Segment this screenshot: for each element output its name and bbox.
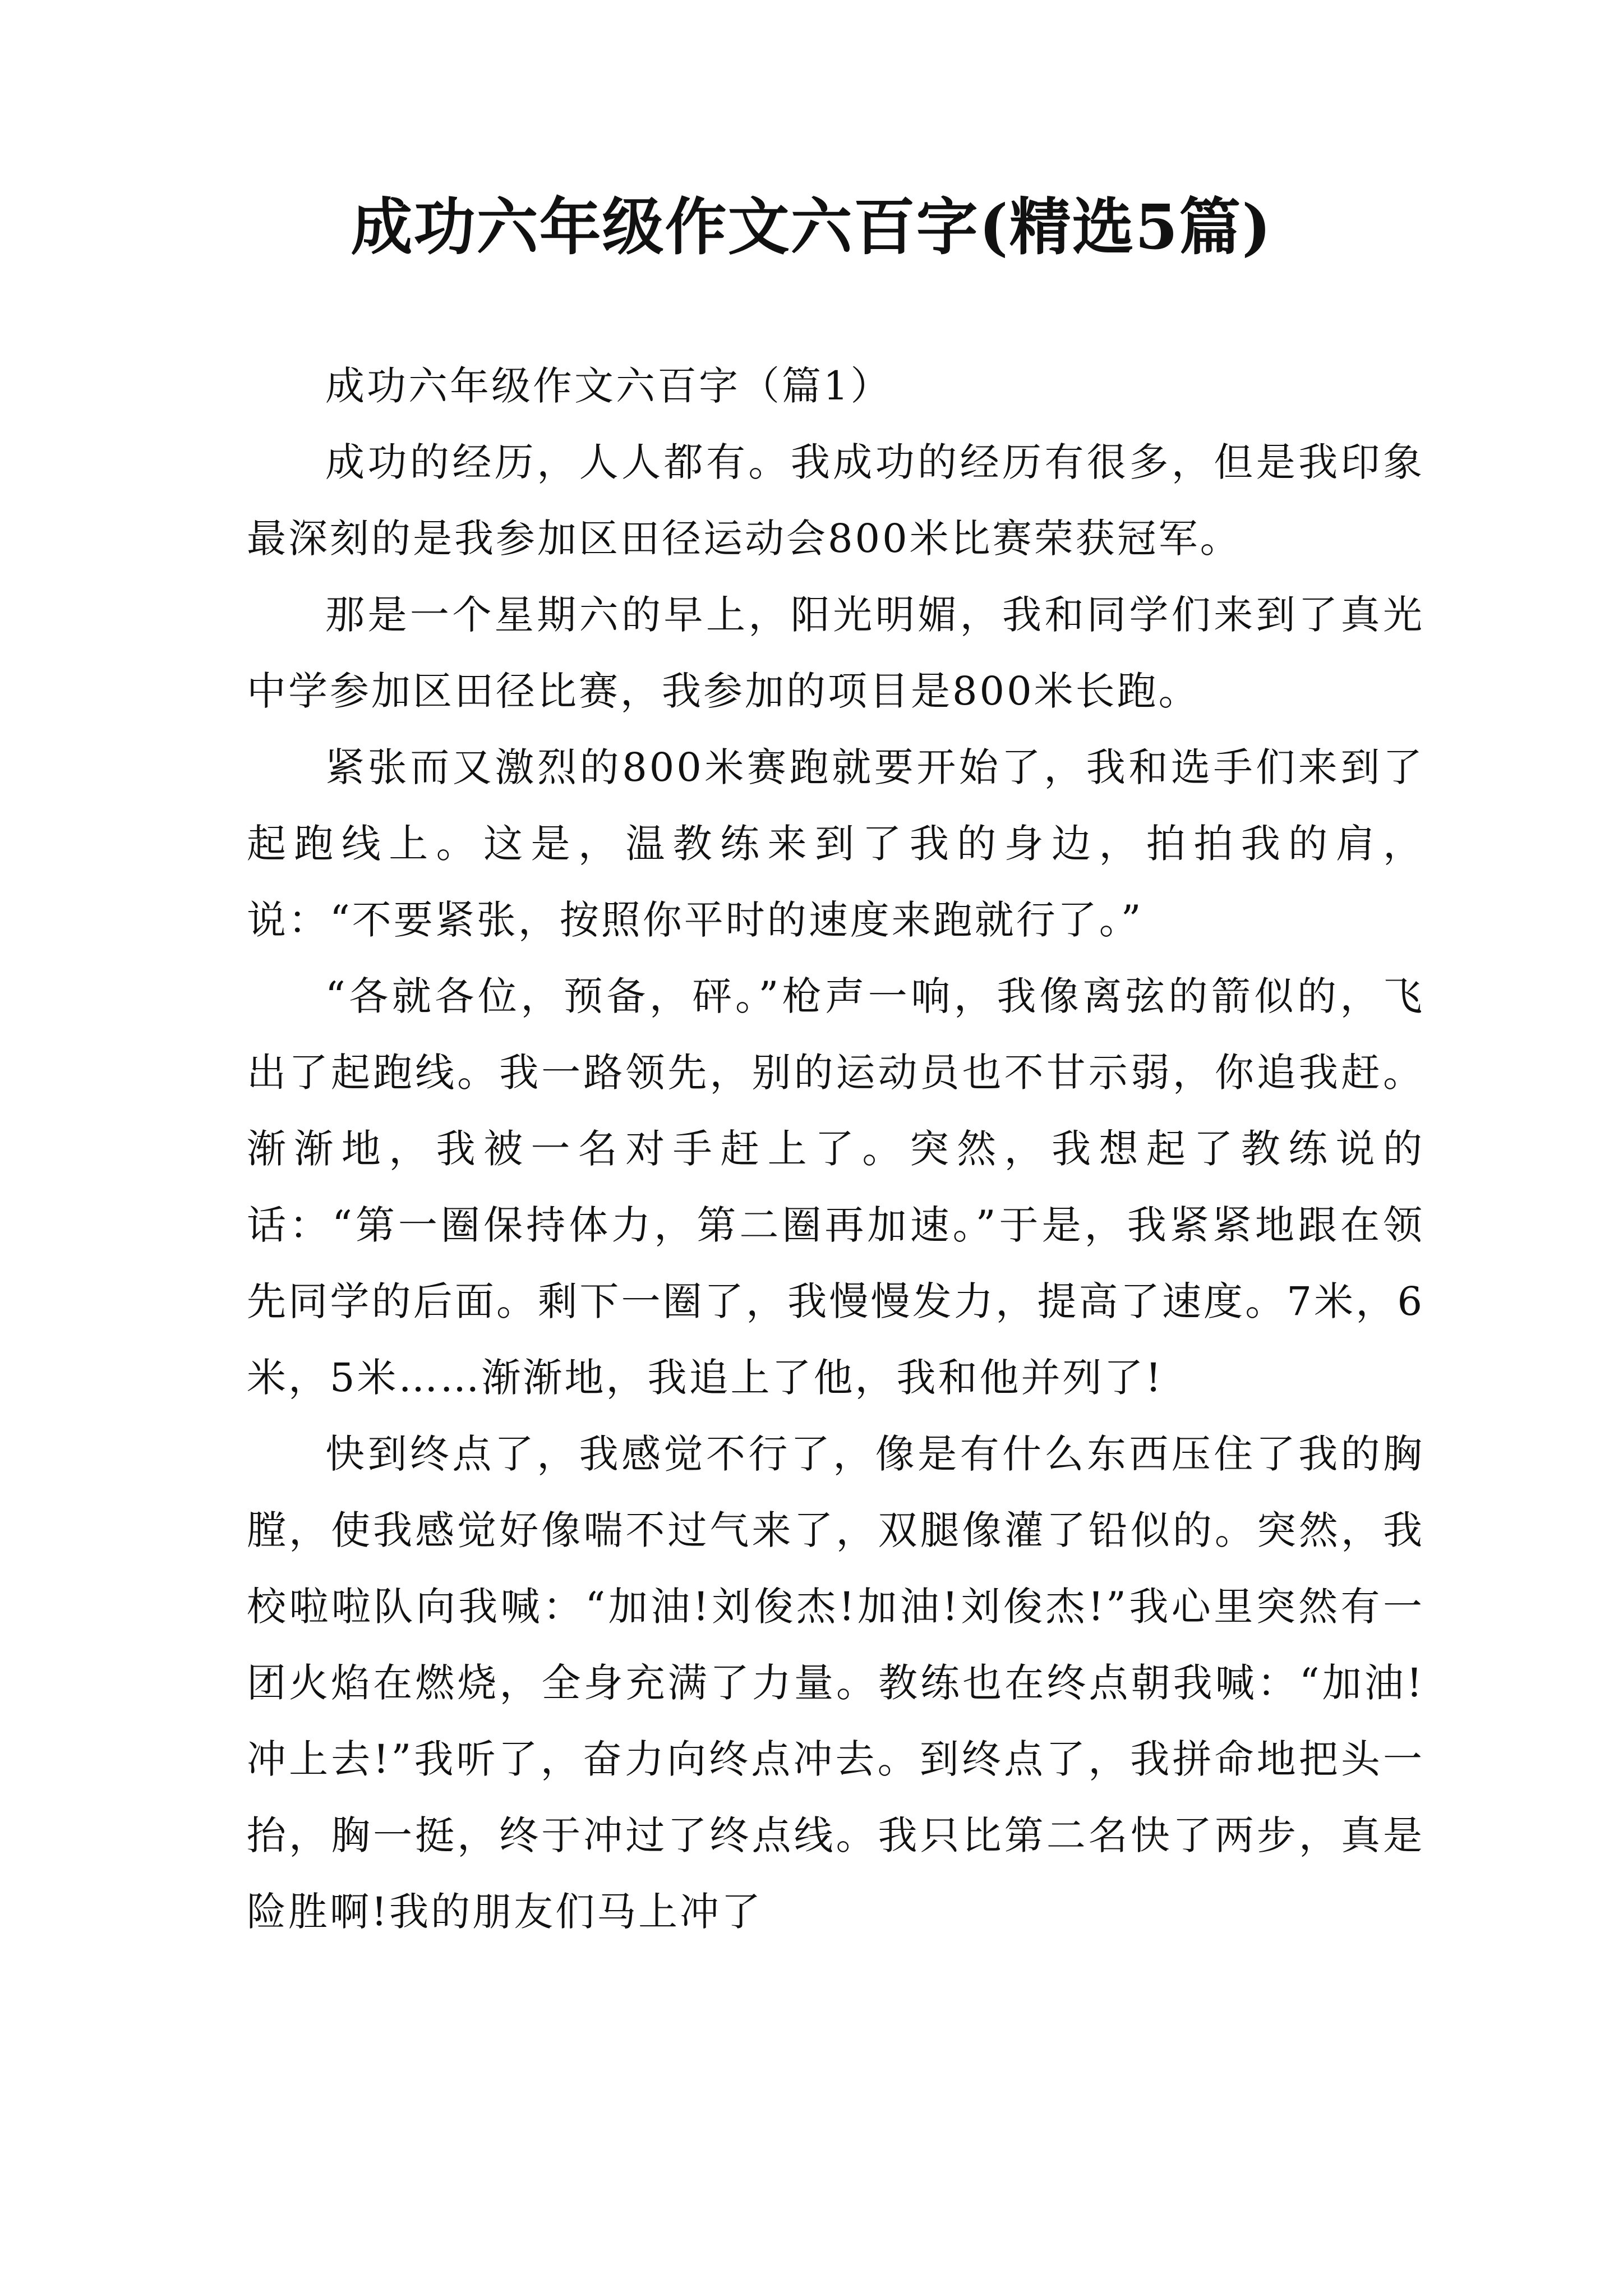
paragraph: 成功的经历，人人都有。我成功的经历有很多，但是我印象最深刻的是我参加区田径运动会800米比赛荣获冠军。 [247, 439, 1424, 562]
paragraph: “各就各位，预备，砰。”枪声一响，我像离弦的箭似的，飞出了起跑线。我一路领先，别的运动员也不甘示弱，你追我赶。渐渐地，我被一名对手赶上了。突然，我想起了教练说的话：“第一圈保持体力，第二圈再加速。”于是，我紧紧地跟在领先同学的后面。剩下一圈了，我慢慢发力，提高了速度。7米，6米，5米……渐渐地，我追上了他，我和他并列了! [247, 973, 1424, 1401]
paragraph: 快到终点了，我感觉不行了，像是有什么东西压住了我的胸膛，使我感觉好像喘不过气来了，双腿像灌了铅似的。突然，我校啦啦队向我喊：“加油!刘俊杰!加油!刘俊杰!”我心里突然有一团火焰在燃烧，全身充满了力量。教练也在终点朝我喊：“加油!冲上去!”我听了，奋力向终点冲去。到终点了，我拼命地把头一抬，胸一挺，终于冲过了终点线。我只比第二名快了两步，真是险胜啊!我的朋友们马上冲了 [247, 1431, 1424, 1935]
document-title: 成功六年级作文六百字(精选5篇) [351, 191, 1272, 263]
paragraph: 紧张而又激烈的800米赛跑就要开始了，我和选手们来到了起跑线上。这是，温教练来到了我的身边，拍拍我的肩，说：“不要紧张，按照你平时的速度来跑就行了。” [247, 744, 1424, 943]
paragraph: 那是一个星期六的早上，阳光明媚，我和同学们来到了真光中学参加区田径比赛，我参加的项目是800米长跑。 [247, 592, 1424, 714]
section-heading: 成功六年级作文六百字（篇1） [325, 363, 892, 409]
document-body [247, 348, 1424, 1950]
